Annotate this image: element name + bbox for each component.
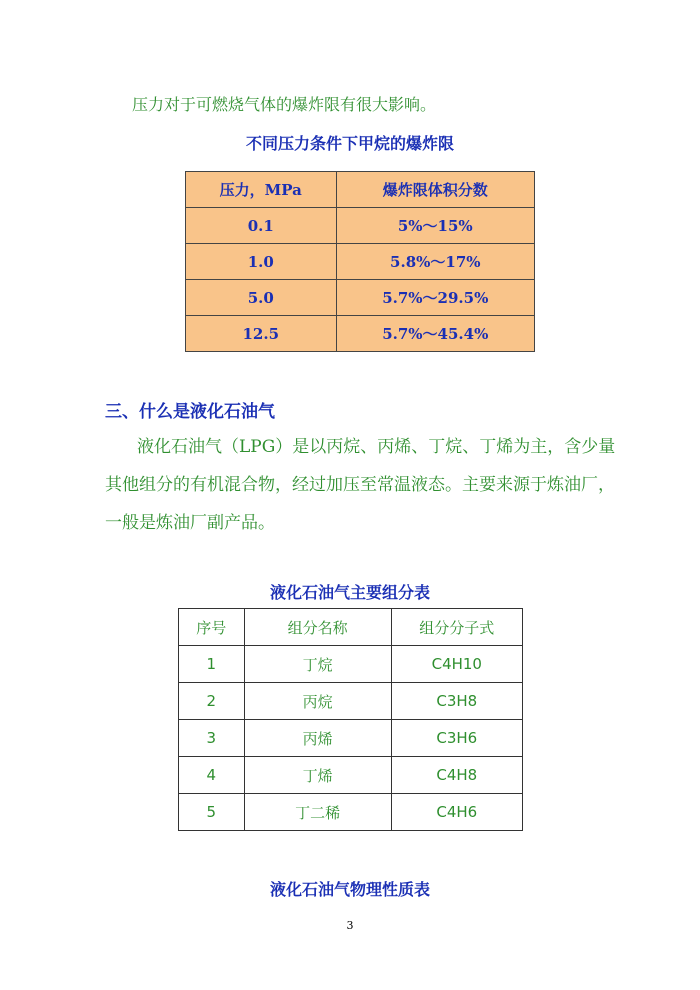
section-heading: 三、什么是液化石油气: [105, 402, 275, 422]
table-cell: 0.1: [186, 208, 337, 244]
table-row: [179, 757, 523, 794]
table-cell: 2: [179, 683, 245, 720]
table-header-row: [179, 609, 523, 646]
table-row: [179, 720, 523, 757]
table-cell: 5.7%～45.4%: [336, 316, 534, 352]
table-cell: 丁烷: [244, 646, 391, 683]
table-cell: C4H8: [391, 757, 522, 794]
table-cell: 1: [179, 646, 245, 683]
intro-text: 压力对于可燃烧气体的爆炸限有很大影响。: [132, 95, 437, 114]
table2-caption: 液化石油气主要组分表: [269, 583, 430, 602]
table-row: [186, 280, 535, 316]
table-cell: 丁二稀: [244, 794, 391, 831]
table-cell: C4H10: [391, 646, 522, 683]
table-row: [186, 316, 535, 352]
table-cell: 5.7%～29.5%: [336, 280, 534, 316]
table-header-cell: 爆炸限体积分数: [336, 172, 534, 208]
table-cell: 3: [179, 720, 245, 757]
table-cell: C3H6: [391, 720, 522, 757]
table-cell: C4H6: [391, 794, 522, 831]
table-row: [186, 208, 535, 244]
table-cell: 5.0: [186, 280, 337, 316]
table-cell: 5%～15%: [336, 208, 534, 244]
table-cell: 4: [179, 757, 245, 794]
table1-caption: 不同压力条件下甲烷的爆炸限: [245, 134, 454, 153]
table-cell: 丙烷: [244, 683, 391, 720]
table-cell: 12.5: [186, 316, 337, 352]
table-row: [179, 794, 523, 831]
table-cell: 1.0: [186, 244, 337, 280]
table-header-cell: 组分分子式: [391, 609, 522, 646]
table-row: [186, 244, 535, 280]
lpg-component-table: [178, 608, 523, 831]
table3-caption: 液化石油气物理性质表: [269, 880, 430, 899]
paragraph-line: 液化石油气（LPG）是以丙烷、丙烯、丁烷、丁烯为主，含少量: [137, 437, 616, 457]
paragraph-line: 一般是炼油厂副产品。: [105, 513, 275, 533]
table-header-cell: 组分名称: [244, 609, 391, 646]
table-cell: C3H8: [391, 683, 522, 720]
methane-explosion-limit-table: [185, 171, 535, 352]
table-cell: 丙烯: [244, 720, 391, 757]
table-cell: 丁烯: [244, 757, 391, 794]
table-header-row: [186, 172, 535, 208]
table-cell: 5: [179, 794, 245, 831]
table-row: [179, 683, 523, 720]
paragraph-line: 其他组分的有机混合物，经过加压至常温液态。主要来源于炼油厂，: [105, 475, 615, 495]
page-number: 3: [346, 919, 354, 932]
table-cell: 5.8%～17%: [336, 244, 534, 280]
table-header-cell: 压力，MPa: [186, 172, 337, 208]
table-row: [179, 646, 523, 683]
table-header-cell: 序号: [179, 609, 245, 646]
